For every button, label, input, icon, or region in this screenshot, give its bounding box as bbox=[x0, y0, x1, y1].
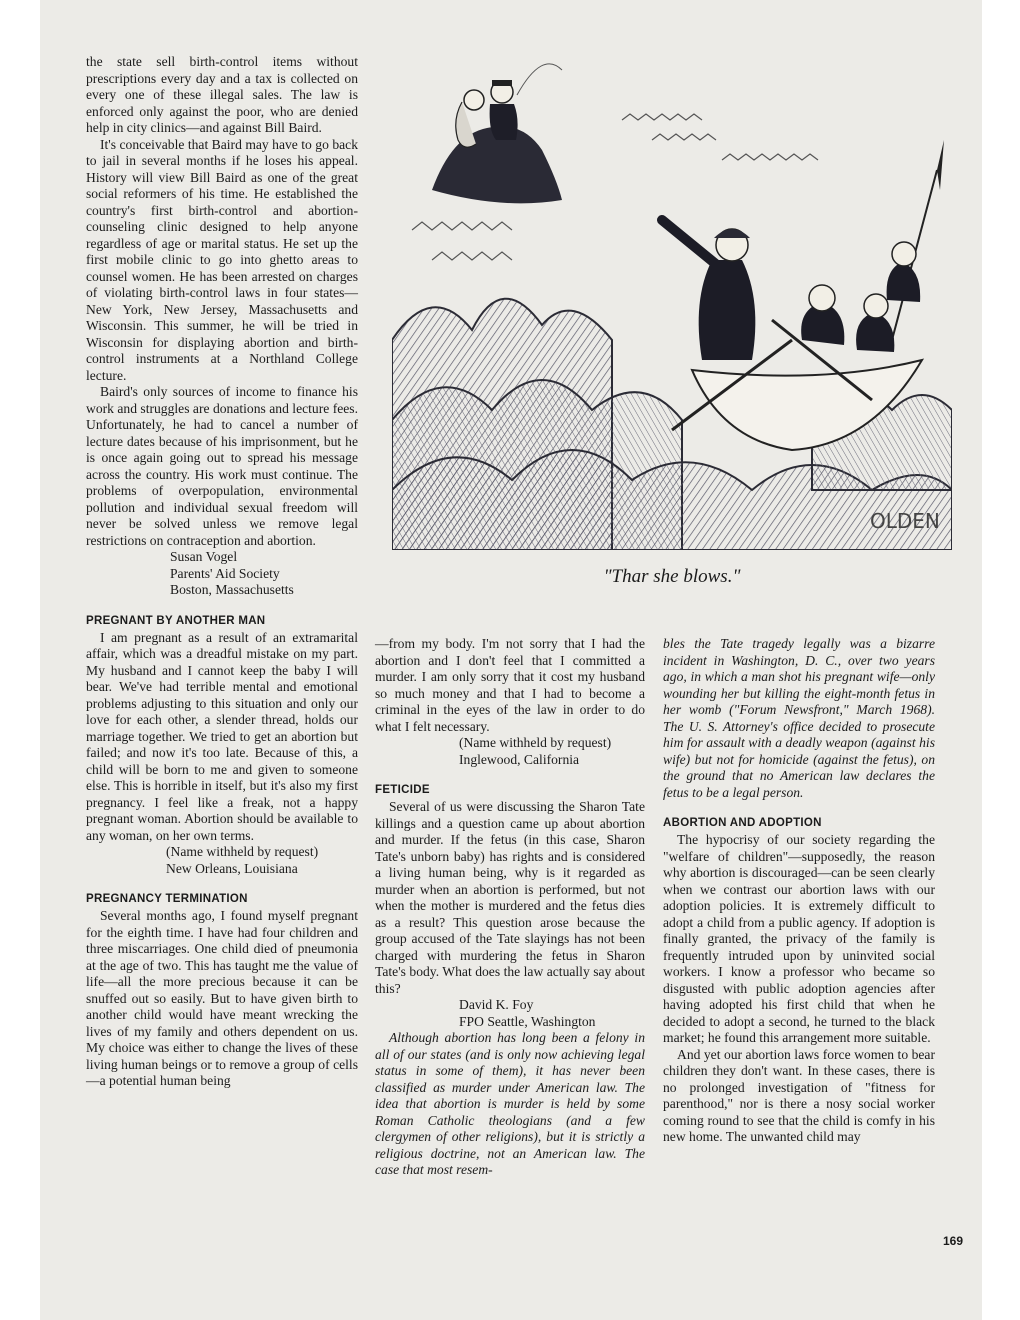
right-column bbox=[663, 636, 935, 1146]
letter-paragraph: Several of us were discussing the Sharon Tate killings and a question came up about abortion and murder. If the fetus (in this case, Sharon Tate's unborn baby) has rights and is considered a living human being, why is it regarded as murder when an abortion is performed, but not when the mother is murdered and the fetus dies as a result? This question arose because the group accused of the Tate slayings has not been charged with murdering the fetus in Sharon Tate's body. What does the law actually say about this? bbox=[375, 799, 645, 996]
page-number: 169 bbox=[943, 1234, 964, 1248]
letter-paragraph: I am pregnant as a result of an extramarital affair, which was a dreadful mistake on my part. My husband and I cannot keep the baby I will bear. We've had terrible mental and emotional problems adjusting to this situation and only our love for each other, a slender thread, holds our marriage together. We tried to get an abortion but failed; and now it's too late. Because of this, a child will be born to me and given to someone else. This is horrible in itself, but it's also my first pregnancy. I feel like a freak, not a happy pregnant woman. Abortion should be available to any woman, on her own terms. bbox=[86, 629, 358, 843]
letter-signature: (Name withheld by request) Inglewood, California bbox=[459, 735, 612, 767]
letter-paragraph: Baird's only sources of income to finance his work and struggles are donations and lecture fees. Unfortunately, he had to cancel a number of lecture dates because of his imprisonment, but he is once again going out to spread his message across the country. His work must continue. The problems of overpopulation, environmental pollution and individual sexual freedom will never be solved unless we remove legal restrictions on contraception and abortion. bbox=[86, 384, 358, 548]
cartoonist-signature: OLDEN bbox=[870, 509, 940, 533]
section-heading: PREGNANT BY ANOTHER MAN bbox=[86, 614, 266, 627]
letter-paragraph: the state sell birth-control items without prescriptions every day and a tax is collected on every one of these illegal sales. The law is enforced only against the poor, who are denied help in city clinics—and against Bill Baird. bbox=[86, 54, 358, 135]
editor-response: Although abortion has long been a felony in all of our states (and is only now achieving legal status in some of them), it has never been classified as murder under American law. The idea that abortion is murder is held by some Roman Catholic theologians (and a few clergymen of other religions), but it is strictly a religious doctrine, not an American law. The case that most resem- bbox=[375, 1030, 645, 1177]
letter-paragraph: It's conceivable that Baird may have to go back to jail in several months if he loses his appeal. History will view Bill Baird as one of the great social reformers of his time. He established the country's first birth-control and abortion-counseling clinic designed to help anyone regardless of age or marital status. He set up the first mobile clinic to go into ghetto areas to counsel women. He has been arrested on charges of violating birth-control laws in four states—New York, New Jersey, Massachusetts and Wisconsin. This summer, he will be tried in Wisconsin for displaying abortion and birth-control instruments at a Northland College lecture. bbox=[86, 136, 358, 383]
letter-paragraph: —from my body. I'm not sorry that I had the abortion and I don't feel that I committed a murder. I am only sorry that it cost my husband so much money and that I had to become a criminal in the eyes of the law in order to do what I felt necessary. bbox=[375, 636, 645, 734]
letter-signature: (Name withheld by request) New Orleans, Louisiana bbox=[166, 844, 319, 876]
letter-signature: David K. Foy FPO Seattle, Washington bbox=[459, 997, 596, 1029]
cartoon-illustration bbox=[392, 40, 952, 550]
section-heading: FETICIDE bbox=[375, 784, 430, 796]
left-column bbox=[86, 54, 358, 1090]
letter-signature: Susan Vogel Parents' Aid Society Boston, Massachusetts bbox=[170, 549, 294, 597]
section-heading: PREGNANCY TERMINATION bbox=[86, 893, 248, 905]
editor-response: bles the Tate tragedy legally was a bizarre incident in Washington, D. C., over two years ago, in which a man shot his pregnant wife—only wounding her but killing the eight-month fetus in her womb ("Forum Newsfront," March 1968). The U. S. Attorney's office decided to prosecute him for assault with a deadly weapon (against his wife) but not for homicide (against the fetus), on the ground that no American law declares the fetus to be a legal person. bbox=[663, 636, 935, 800]
letter-paragraph: The hypocrisy of our society regarding the "welfare of children"—supposedly, the reason why abortion is discouraged—can be seen clearly when we contrast our abortion laws with our adoption policies. It is extremely difficult to adopt a child from a public agency. If adoption is finally granted, the privacy of the family is frequently intruded upon by uninvited social workers. I know a professor who became so disgusted with public adoption agencies after having adopted his first child that when he decided to adopt a second, he turned to the black market; he found this arrangement more suitable. bbox=[663, 832, 935, 1045]
magazine-page bbox=[40, 0, 982, 1320]
letter-paragraph: Several months ago, I found myself pregnant for the eighth time. I have had four children and three miscarriages. One child died of pneumonia at the age of two. This has taught me the value of life—all the more precious because it can be snuffed out so easily. But to have given birth to another child would have meant wrecking the lives of my family and others dependent on us. My choice was either to change the lives of these living human beings or to remove a group of cells—a potential human being bbox=[86, 908, 358, 1088]
middle-column bbox=[375, 636, 645, 1179]
section-heading: ABORTION AND ADOPTION bbox=[663, 817, 822, 829]
letter-paragraph: And yet our abortion laws force women to bear children they don't want. In these cases, there is no prolonged investigation of "fitness for parenthood," nor is there a nosy social worker coming round to see that the child is comfy in his new home. The unwanted child may bbox=[663, 1046, 935, 1144]
rock-with-figures bbox=[432, 64, 562, 203]
cartoon-caption: "Thar she blows." bbox=[603, 566, 741, 587]
